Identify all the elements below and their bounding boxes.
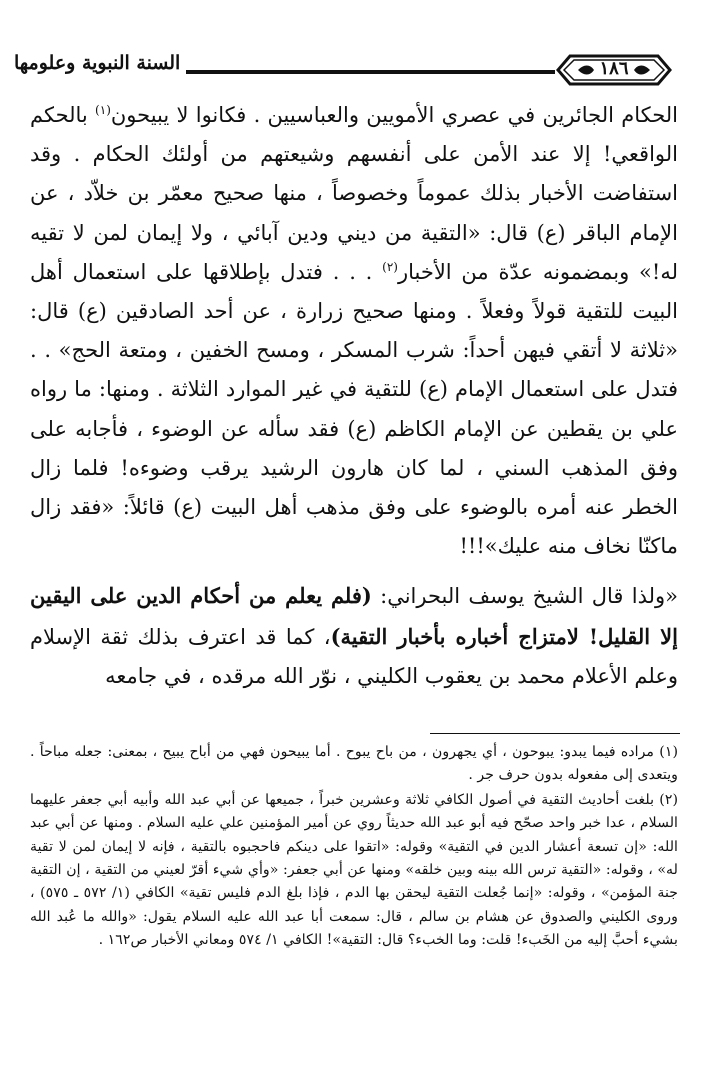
book-title: السنة النبوية وعلومها	[14, 52, 181, 74]
text-segment: . . . فتدل بإطلاقها على استعمال أهل البيت للتقية قولاً وفعلاً . ومنها صحيح زرارة ، عن أحد الصادقين (ع) قال: «ثلاثة لا أتقي فيهن أحداً: شرب المسكر ، ومسح الخفين ، ومتعة الحج» . . فتدل على استعمال الإمام (ع) للتقية في غير الموارد الثلاثة . ومنها: ما رواه علي بن يقطين عن الإمام الكاظم (ع) فقد سأله عن الوضوء ، فأجابه على وفق المذهب السني ، لما كان هارون الرشيد يرقب وضوءه! فلما زال الخطر عنه أمره بالوضوء على وفق مذهب أهل البيت (ع) قائلاً: «فقد زال ماكنّا نخاف منه عليك»!!!	[30, 259, 678, 559]
footnote-ref-1[interactable]: (١)	[95, 103, 111, 117]
text-segment: ، كما قد اعترف بذلك ثقة الإسلام وعلم الأعلام محمد بن يعقوب الكليني ، نوّر الله مرقده ، في جامعه	[30, 624, 678, 688]
footnote-1: (١) مراده فيما يبدو: يبوحون ، أي يجهرون ، من باح يبوح . أما يبيحون فهي من أباح يبيح ، بمعنى: جعله مباحاً . ويتعدى إلى مفعوله بدون حرف جر .	[30, 744, 678, 784]
page-number-badge	[556, 50, 672, 90]
text-segment: بالحكم الواقعي! إلا عند الأمن على أنفسهم وشيعتهم من أولئك الحكام . وقد استفاضت الأخبار بذلك عموماً وخصوصاً ، منها صحيح معمّر بن خلاّد ، عن الإمام الباقر (ع) قال: «التقية من ديني ودين آبائي ، ولا إيمان لمن لا تقيه له!» وبمضمونه عدّة من الأخبار	[30, 103, 678, 284]
page-number: ١٨٦	[599, 58, 629, 79]
page-header	[0, 44, 708, 94]
footnote-ref-2[interactable]: (٢)	[382, 259, 398, 274]
paragraph-2	[30, 576, 678, 696]
paragraph-1	[30, 96, 678, 566]
footnote-2: (٢) بلغت أحاديث التقية في أصول الكافي ثلاثة وعشرين خبراً ، جميعها عن أبي عبد الله وأبيه أبي جعفر عليهما السلام ، عدا خبر واحد صحّح فيه أبو عبد الله حديثاً روي عن أمير المؤمنين علي عليه السلام . ومنها عن أبي عبد الله: «إن تسعة أعشار الدين في التقية» وقوله: «اتقوا على دينكم فاحجبوه بالتقية ، فإنه لا إيمان لمن لا تقية له» ، وقوله: «التقية ترس الله بينه وبين خلقه» ومنها عن أبي جعفر: «وأي شيء أقرّ لعيني من التقية ، إن التقية جنة المؤمن» ، وقوله: «إنما جُعلت التقية ليحقن بها الدم ، فإذا بلغ الدم فليس تقية» الكافي (١/ ٥٧٢ ـ ٥٧٥) ، وروى الكليني والصدوق عن هشام بن سالم ، قال: سمعت أبا عبد الله عليه السلام يقول: «والله ما عُبد الله بشيء أحبَّ إليه من الخَبء! قلت: وما الخبء؟ قال: التقية»! الكافي ١/ ٥٧٤ ومعاني الأخبار ص١٦٢ .	[30, 791, 679, 949]
footnotes	[30, 741, 678, 954]
main-text	[30, 96, 678, 696]
bold-quote: (فلم يعلم من أحكام الدين على اليقين إلا القليل! لامتزاج أخباره بأخبار التقية)	[30, 583, 678, 649]
footnote-separator	[430, 733, 680, 734]
header-rule	[186, 70, 555, 74]
text-segment: «ولذا قال الشيخ يوسف البحراني:	[371, 584, 678, 609]
text-segment: الحكام الجائرين في عصري الأمويين والعباسيين . فكانوا لا يبيحون	[110, 103, 678, 127]
